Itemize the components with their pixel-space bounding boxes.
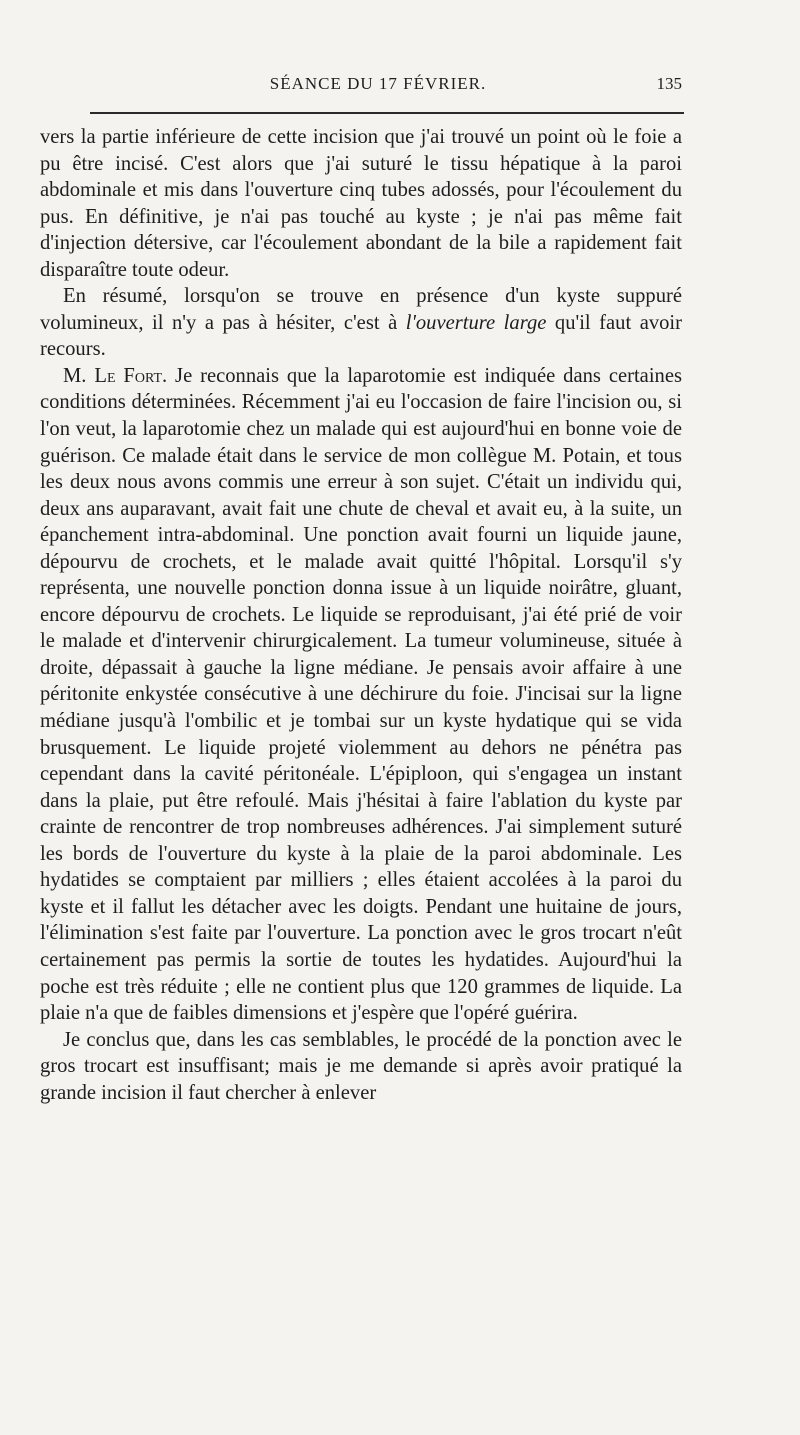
page-number: 135 (656, 74, 682, 93)
speaker-name: M. Le Fort. (63, 364, 168, 387)
paragraph-2-italic-phrase: l'ouverture large (405, 311, 547, 334)
paragraph-4: Je conclus que, dans les cas semblables, le procédé de la ponction avec le gros trocart est insuffisant; mais je me demande si après avoir pratiqué la grande incision il faut chercher à enlever (40, 1028, 682, 1104)
running-title: SÉANCE DU 17 FÉVRIER. (269, 74, 487, 93)
paragraph-1: vers la partie inférieure de cette incision que j'ai trouvé un point où le foie a pu être incisé. C'est alors que j'ai suturé le tissu hépatique à la paroi abdominale et mis dans l'ouverture cinq tubes adossés, pour l'écoulement du pus. En définitive, je n'ai pas touché au kyste ; je n'ai pas même fait d'injection détersive, car l'écoulement abondant de la bile a rapidement fait disparaître toute odeur. (40, 126, 682, 281)
paragraph-2-text-end: qu'il faut avoir recours. (40, 311, 683, 361)
page-body (40, 124, 682, 1106)
page-header (40, 74, 682, 98)
header-rule (90, 112, 684, 114)
paragraph-3-text: Je reconnais que la laparotomie est indiquée dans certaines conditions déterminées. Récemment j'ai eu l'occasion de faire l'incision ou, si l'on veut, la laparotomie chez un malade qui est aujourd'hui en bonne voie de guérison. Ce malade était dans le service de mon collègue M. Potain, et tous les deux nous avons commis une erreur à son sujet. C'était un individu qui, deux ans auparavant, avait fait une chute de cheval et avait eu, à la suite, un épanchement intra-abdominal. Une ponction avait fourni un liquide jaune, dépourvu de crochets, et le malade avait quitté l'hôpital. Lorsqu'il s'y représenta, une nouvelle ponction donna issue à un liquide noirâtre, gluant, encore dépourvu de crochets. Le liquide se reproduisant, j'ai été prié de voir le malade et d'intervenir chirurgicalement. La tumeur volumineuse, située à droite, dépassait à gauche la ligne médiane. Je pensais avoir affaire à une péritonite enkystée consécutive à une déchirure du foie. J'incisai sur la ligne médiane jusqu'à l'ombilic et je tombai sur un kyste hydatique qui se vida brusquement. Le liquide projeté violemment au dehors ne pénétra pas cependant dans la cavité péritonéale. L'épiploon, qui s'engagea un instant dans la plaie, put être refoulé. Mais j'hésitai à faire l'ablation du kyste par crainte de rencontrer de trop nombreuses adhérences. J'ai simplement suturé les bords de l'ouverture du kyste à la plaie de la paroi abdominale. Les hydatides se comptaient par milliers ; elles étaient accolées à la paroi du kyste et il fallut les détacher avec les doigts. Pendant une huitaine de jours, l'élimination s'est faite par l'ouverture. La ponction avec le gros trocart n'eût certainement pas permis la sortie de toutes les hydatides. Aujourd'hui la poche est très réduite ; elle ne contient plus que 120 grammes de liquide. La plaie n'a que de faibles dimensions et j'espère que l'opéré guérira. (40, 364, 682, 1025)
paragraph-3 (40, 363, 682, 1027)
paragraph-2 (40, 283, 682, 363)
paragraph-2-text-start: En résumé, lorsqu'on se trouve en présence d'un kyste suppuré volumineux, il n'y a pas à hésiter, c'est à (40, 285, 682, 334)
